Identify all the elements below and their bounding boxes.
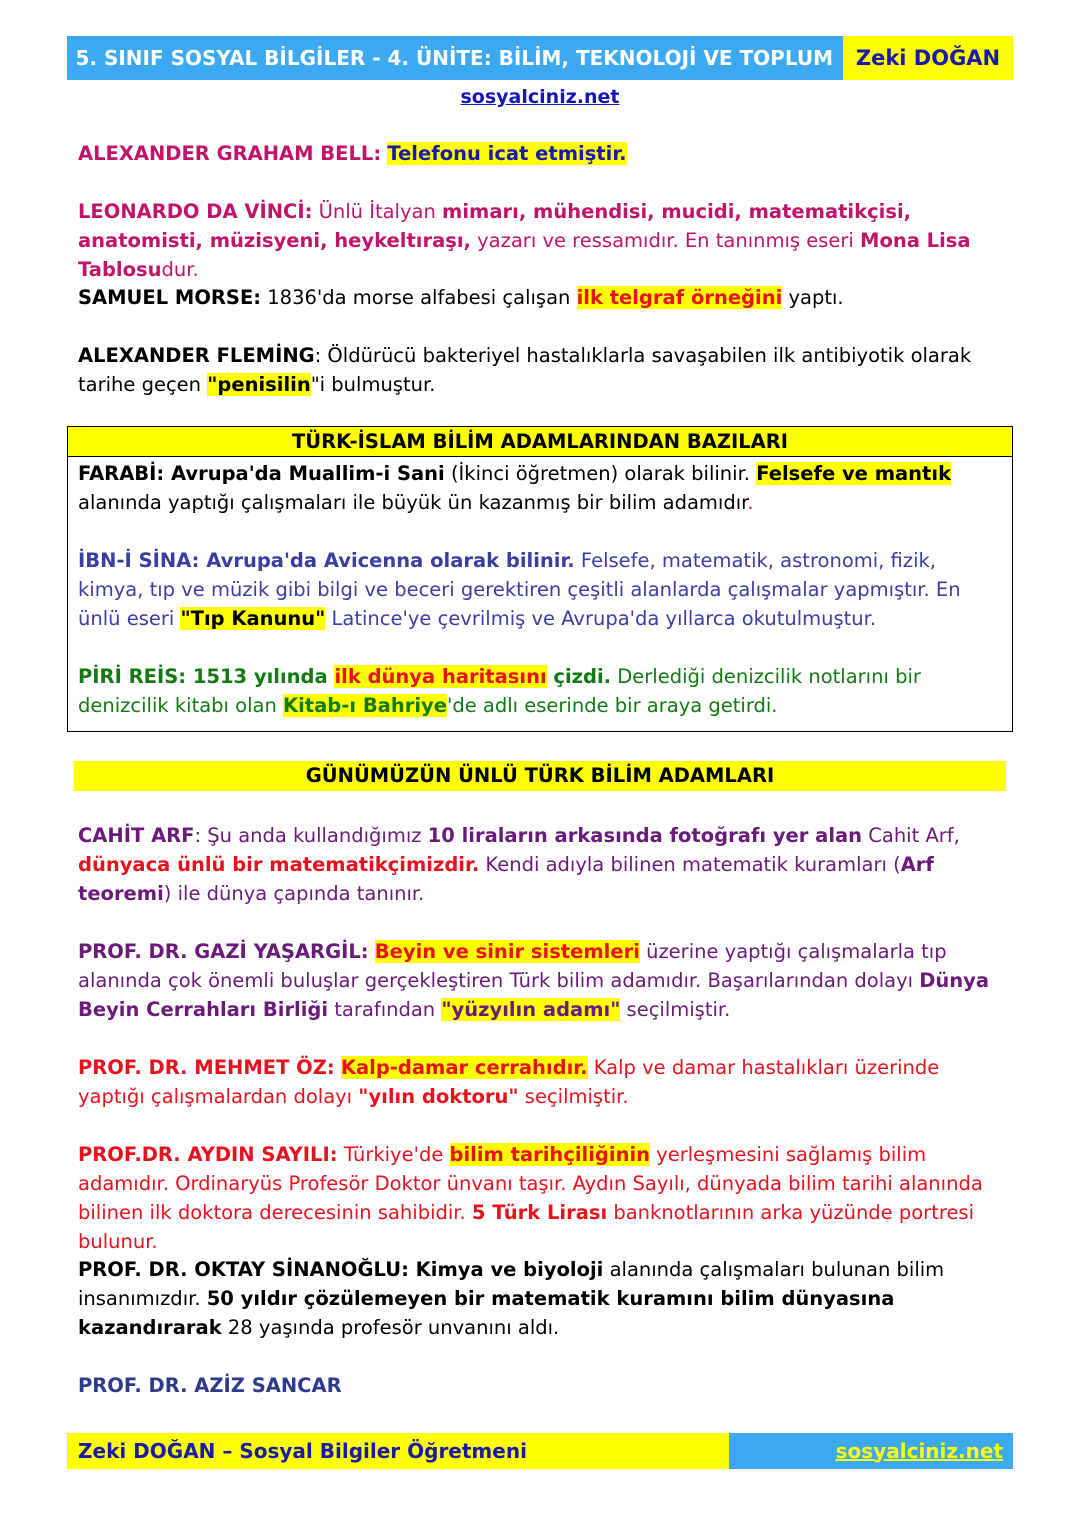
entry-sancar (78, 1371, 1003, 1400)
islamic-box-title: TÜRK-İSLAM BİLİM ADAMLARINDAN BAZILARI (68, 427, 1012, 457)
arf-text-8: ) ile dünya çapında tanınır. (163, 882, 425, 905)
pirireis-text-4: Derlediği denizcilik notlarını bir denizcilik kitabı olan (78, 665, 921, 717)
ibnsina-text-1: İBN-İ SİNA: Avrupa'da Avicenna olarak bilinir. (78, 549, 575, 572)
entry-yasargil (78, 937, 1003, 1024)
farabi-text-2: (İkinci öğretmen) olarak bilinir. (444, 462, 757, 485)
farabi-text-4: alanında yaptığı çalışmaları ile büyük ün kazanmış bir bilim adamıdır (78, 491, 748, 514)
sinanoglu-text-2: alanında çalışmaları bulunan bilim insanımızdır. (78, 1258, 945, 1310)
arf-text-5: dünyaca ünlü bir matematikçimizdir. (78, 853, 480, 876)
page-header (67, 36, 1013, 80)
entry-sinanoglu (78, 1255, 1003, 1342)
pirireis-text-1: PİRİ REİS: 1513 yılında (78, 665, 335, 688)
page-footer (67, 1433, 1013, 1469)
sinanoglu-text-1: PROF. DR. OKTAY SİNANOĞLU: Kimya ve biyoloji (78, 1258, 604, 1281)
sayili-text-5: 5 Türk Lirası (471, 1201, 608, 1224)
morse-text-2: ilk telgraf örneğini (576, 286, 783, 309)
yasargil-text-6: "yüzyılın adamı" (441, 998, 621, 1021)
sinanoglu-text-4: 28 yaşında profesör unvanını aldı. (221, 1316, 560, 1339)
farabi-text-5: . (747, 491, 754, 514)
arf-text-3: 10 liraların arkasında fotoğrafı yer alan (427, 824, 863, 847)
entry-oz (78, 1053, 1003, 1111)
yasargil-text-4: Dünya Beyin Cerrahları Birliği (78, 969, 990, 1021)
sinanoglu-text-3: 50 yıldır çözülemeyen bir matematik kuramını bilim dünyasına kazandırarak (78, 1287, 895, 1339)
arf-text-7: Arf teoremi (78, 853, 934, 905)
morse-name: SAMUEL MORSE: (78, 286, 262, 309)
entry-fleming (78, 341, 1003, 399)
oz-text-1: PROF. DR. MEHMET ÖZ: (78, 1056, 335, 1079)
footer-site-link[interactable]: sosyalciniz.net (729, 1433, 1013, 1469)
davinci-text-5: dur. (161, 258, 199, 281)
arf-text-6: Kendi adıyla bilinen matematik kuramları ( (479, 853, 901, 876)
oz-text-2: Kalp-damar cerrahıdır. (340, 1056, 588, 1079)
davinci-text-4: Mona Lisa Tablosu (78, 229, 971, 281)
entry-arf (78, 821, 1003, 908)
sayili-text-4: yerleşmesini sağlamış bilim adamıdır. Ordinaryüs Profesör Doktor ünvanı taşır. Aydın Sayılı, dünyada bilim tarihi alanında bilinen ilk doktora derecesinin sahibidir. (78, 1143, 983, 1224)
sayili-text-6: banknotlarının arka yüzünde portresi bulunur. (78, 1201, 975, 1253)
yasargil-text-7: seçilmiştir. (620, 998, 731, 1021)
yasargil-text-3: üzerine yaptığı çalışmalarla tıp alanında çok önemli buluşlar gerçekleştiren Türk bilim adamıdır. Başarılarından dolayı (78, 940, 947, 992)
pirireis-text-5: Kitab-ı Bahriye (283, 694, 447, 717)
yasargil-text-1: PROF. DR. GAZİ YAŞARGİL: (78, 940, 369, 963)
ibnsina-text-2: Felsefe, matematik, astronomi, fizik, kimya, tıp ve müzik gibi bilgi ve beceri gerektiren çeşitli alanlarda çalışmalar yapmıştır. En ünlü eseri (78, 549, 961, 630)
entry-morse (78, 283, 1003, 312)
oz-text-4: "yılın doktoru" (358, 1085, 519, 1108)
entry-davinci (78, 197, 1003, 284)
modern-section-title: GÜNÜMÜZÜN ÜNLÜ TÜRK BİLİM ADAMLARI (74, 761, 1006, 791)
farabi-text-3: Felsefe ve mantık (756, 462, 952, 485)
yasargil-text-5: tarafından (328, 998, 442, 1021)
sayili-text-2: Türkiye'de (337, 1143, 450, 1166)
fleming-name: ALEXANDER FLEMİNG (78, 344, 315, 367)
bell-name: ALEXANDER GRAHAM BELL: (78, 142, 382, 165)
sancar-text-1: PROF. DR. AZİZ SANCAR (78, 1374, 342, 1397)
sayili-text-1: PROF.DR. AYDIN SAYILI: (78, 1143, 338, 1166)
morse-text-3: yaptı. (782, 286, 844, 309)
davinci-text-1: Ünlü İtalyan (312, 200, 443, 223)
header-title: 5. SINIF SOSYAL BİLGİLER - 4. ÜNİTE: BİLİM, TEKNOLOJİ VE TOPLUM (67, 36, 843, 80)
entry-ibnsina (78, 546, 1003, 633)
footer-author: Zeki DOĞAN – Sosyal Bilgiler Öğretmeni (67, 1433, 729, 1469)
davinci-name: LEONARDO DA VİNCİ: (78, 200, 313, 223)
davinci-text-3: yazarı ve ressamıdır. En tanınmış eseri (470, 229, 861, 252)
farabi-text-1: FARABİ: Avrupa'da Muallim-i Sani (78, 462, 445, 485)
sayili-text-3: bilim tarihçiliğinin (449, 1143, 651, 1166)
entry-pirireis (78, 662, 1003, 720)
ibnsina-text-4: Latince'ye çevrilmiş ve Avrupa'da yıllarca okutulmuştur. (325, 607, 877, 630)
header-author: Zeki DOĞAN (843, 36, 1013, 80)
bell-text: Telefonu icat etmiştir. (387, 142, 627, 165)
fleming-text-2: "penisilin (207, 373, 311, 396)
pirireis-text-2: ilk dünya haritasını (334, 665, 547, 688)
arf-text-1: CAHİT ARF (78, 824, 195, 847)
arf-text-4: Cahit Arf, (862, 824, 960, 847)
entry-farabi (78, 459, 1003, 517)
oz-text-3: Kalp ve damar hastalıkları üzerinde yaptığı çalışmalardan dolayı (78, 1056, 940, 1108)
pirireis-text-6: 'de adlı eserinde bir araya getirdi. (446, 694, 778, 717)
entry-bell (78, 139, 1003, 168)
entry-sayili (78, 1140, 1003, 1256)
ibnsina-text-3: "Tıp Kanunu" (180, 607, 326, 630)
fleming-text-1: : Öldürücü bakteriyel hastalıklarla savaşabilen ilk antibiyotik olarak tarihe geçen (78, 344, 972, 396)
davinci-text-2: mimarı, mühendisi, mucidi, matematikçisi, anatomisti, müzisyeni, heykeltıraşı, (78, 200, 912, 252)
site-link[interactable]: sosyalciniz.net (460, 86, 620, 108)
pirireis-text-3: çizdi. (546, 665, 612, 688)
yasargil-text-2: Beyin ve sinir sistemleri (374, 940, 640, 963)
oz-text-5: seçilmiştir. (518, 1085, 629, 1108)
morse-text-1: 1836'da morse alfabesi çalışan (261, 286, 577, 309)
arf-text-2: : Şu anda kullandığımız (194, 824, 428, 847)
fleming-text-3: "i bulmuştur. (310, 373, 436, 396)
